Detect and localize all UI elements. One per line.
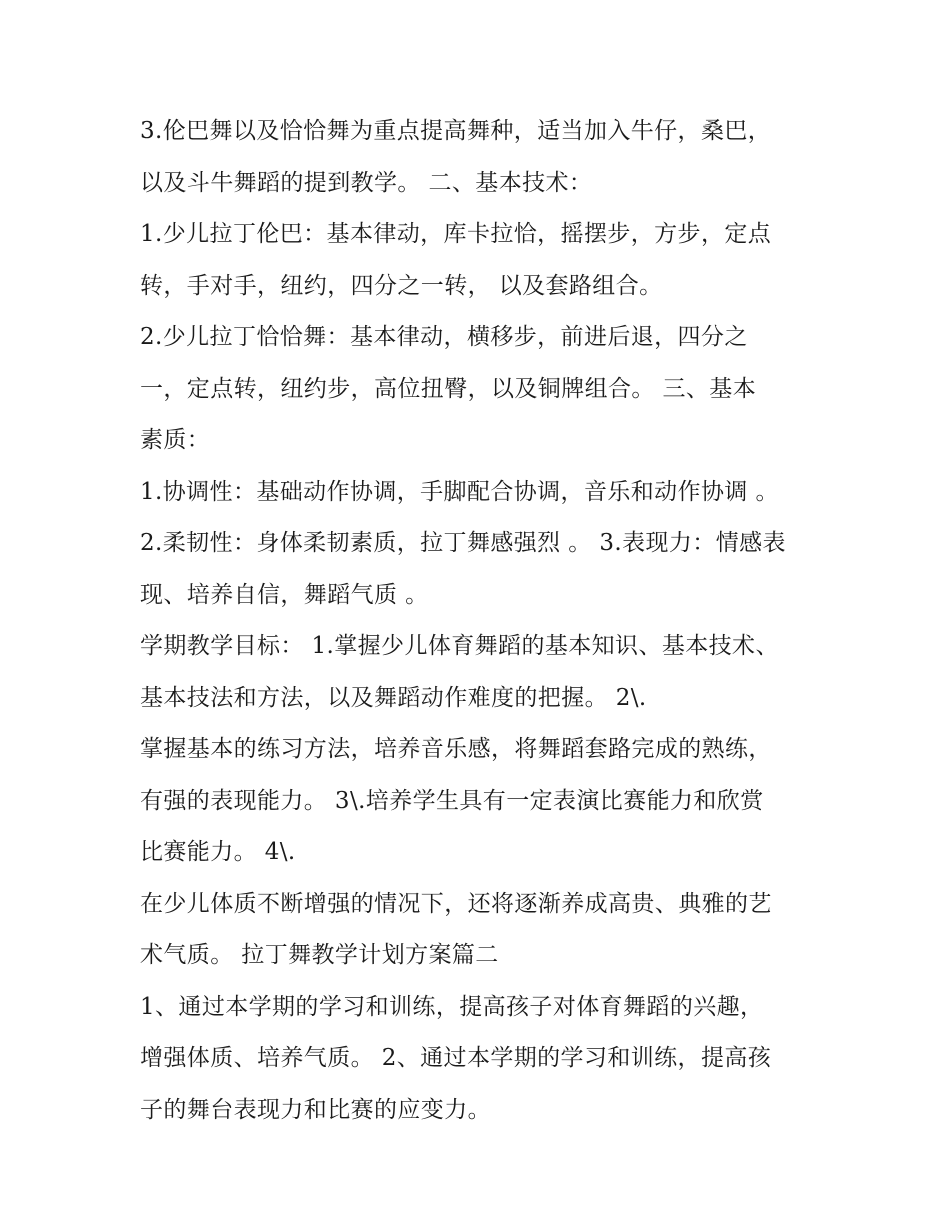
text-line: 以及斗牛舞蹈的提到教学。 二、基本技术： (140, 169, 593, 196)
text-line: 1.少儿拉丁伦巴：基本律动，库卡拉恰，摇摆步，方步，定点 (140, 221, 772, 247)
text-line: 1、通过本学期的学习和训练，提高孩子对体育舞蹈的兴趣， (140, 993, 764, 1020)
text-line: 1.协调性：基础动作协调，手脚配合协调，音乐和动作协调 。 (140, 478, 779, 505)
text-line: 基本技法和方法，以及舞蹈动作难度的把握。 2\. (140, 684, 647, 711)
text-line: 2.少儿拉丁恰恰舞：基本律动，横移步，前进后退，四分之 (140, 324, 748, 350)
text-line: 学期教学目标： 1.掌握少儿体育舞蹈的基本知识、基本技术、 (140, 633, 779, 659)
text-line: 现、培养自信，舞蹈气质 。 (140, 581, 429, 608)
text-line: 转，手对手，纽约，四分之一转， 以及套路组合。 (140, 272, 663, 299)
text-line: 素质： (140, 427, 211, 453)
text-line: 术气质。 拉丁舞教学计划方案篇二 (140, 942, 499, 968)
text-line: 一，定点转，纽约步，高位扭臀，以及铜牌组合。 三、基本 (140, 375, 757, 402)
text-line: 在少儿体质不断增强的情况下，还将逐渐养成高贵、典雅的艺 (140, 890, 772, 917)
text-line: 比赛能力。 4\. (140, 839, 296, 865)
text-line: 2.柔韧性：身体柔韧素质，拉丁舞感强烈 。 3.表现力：情感表 (140, 530, 786, 556)
text-line: 子的舞台表现力和比赛的应变力。 (140, 1096, 491, 1123)
text-line: 有强的表现能力。 3\.培养学生具有一定表演比赛能力和欣赏 (140, 787, 764, 814)
text-line: 3.伦巴舞以及恰恰舞为重点提高舞种，适当加入牛仔，桑巴， (140, 118, 772, 144)
document-body (140, 106, 830, 1136)
text-line: 掌握基本的练习方法，培养音乐感，将舞蹈套路完成的熟练， (140, 736, 772, 762)
text-line: 增强体质、培养气质。 2、通过本学期的学习和训练，提高孩 (140, 1045, 772, 1071)
